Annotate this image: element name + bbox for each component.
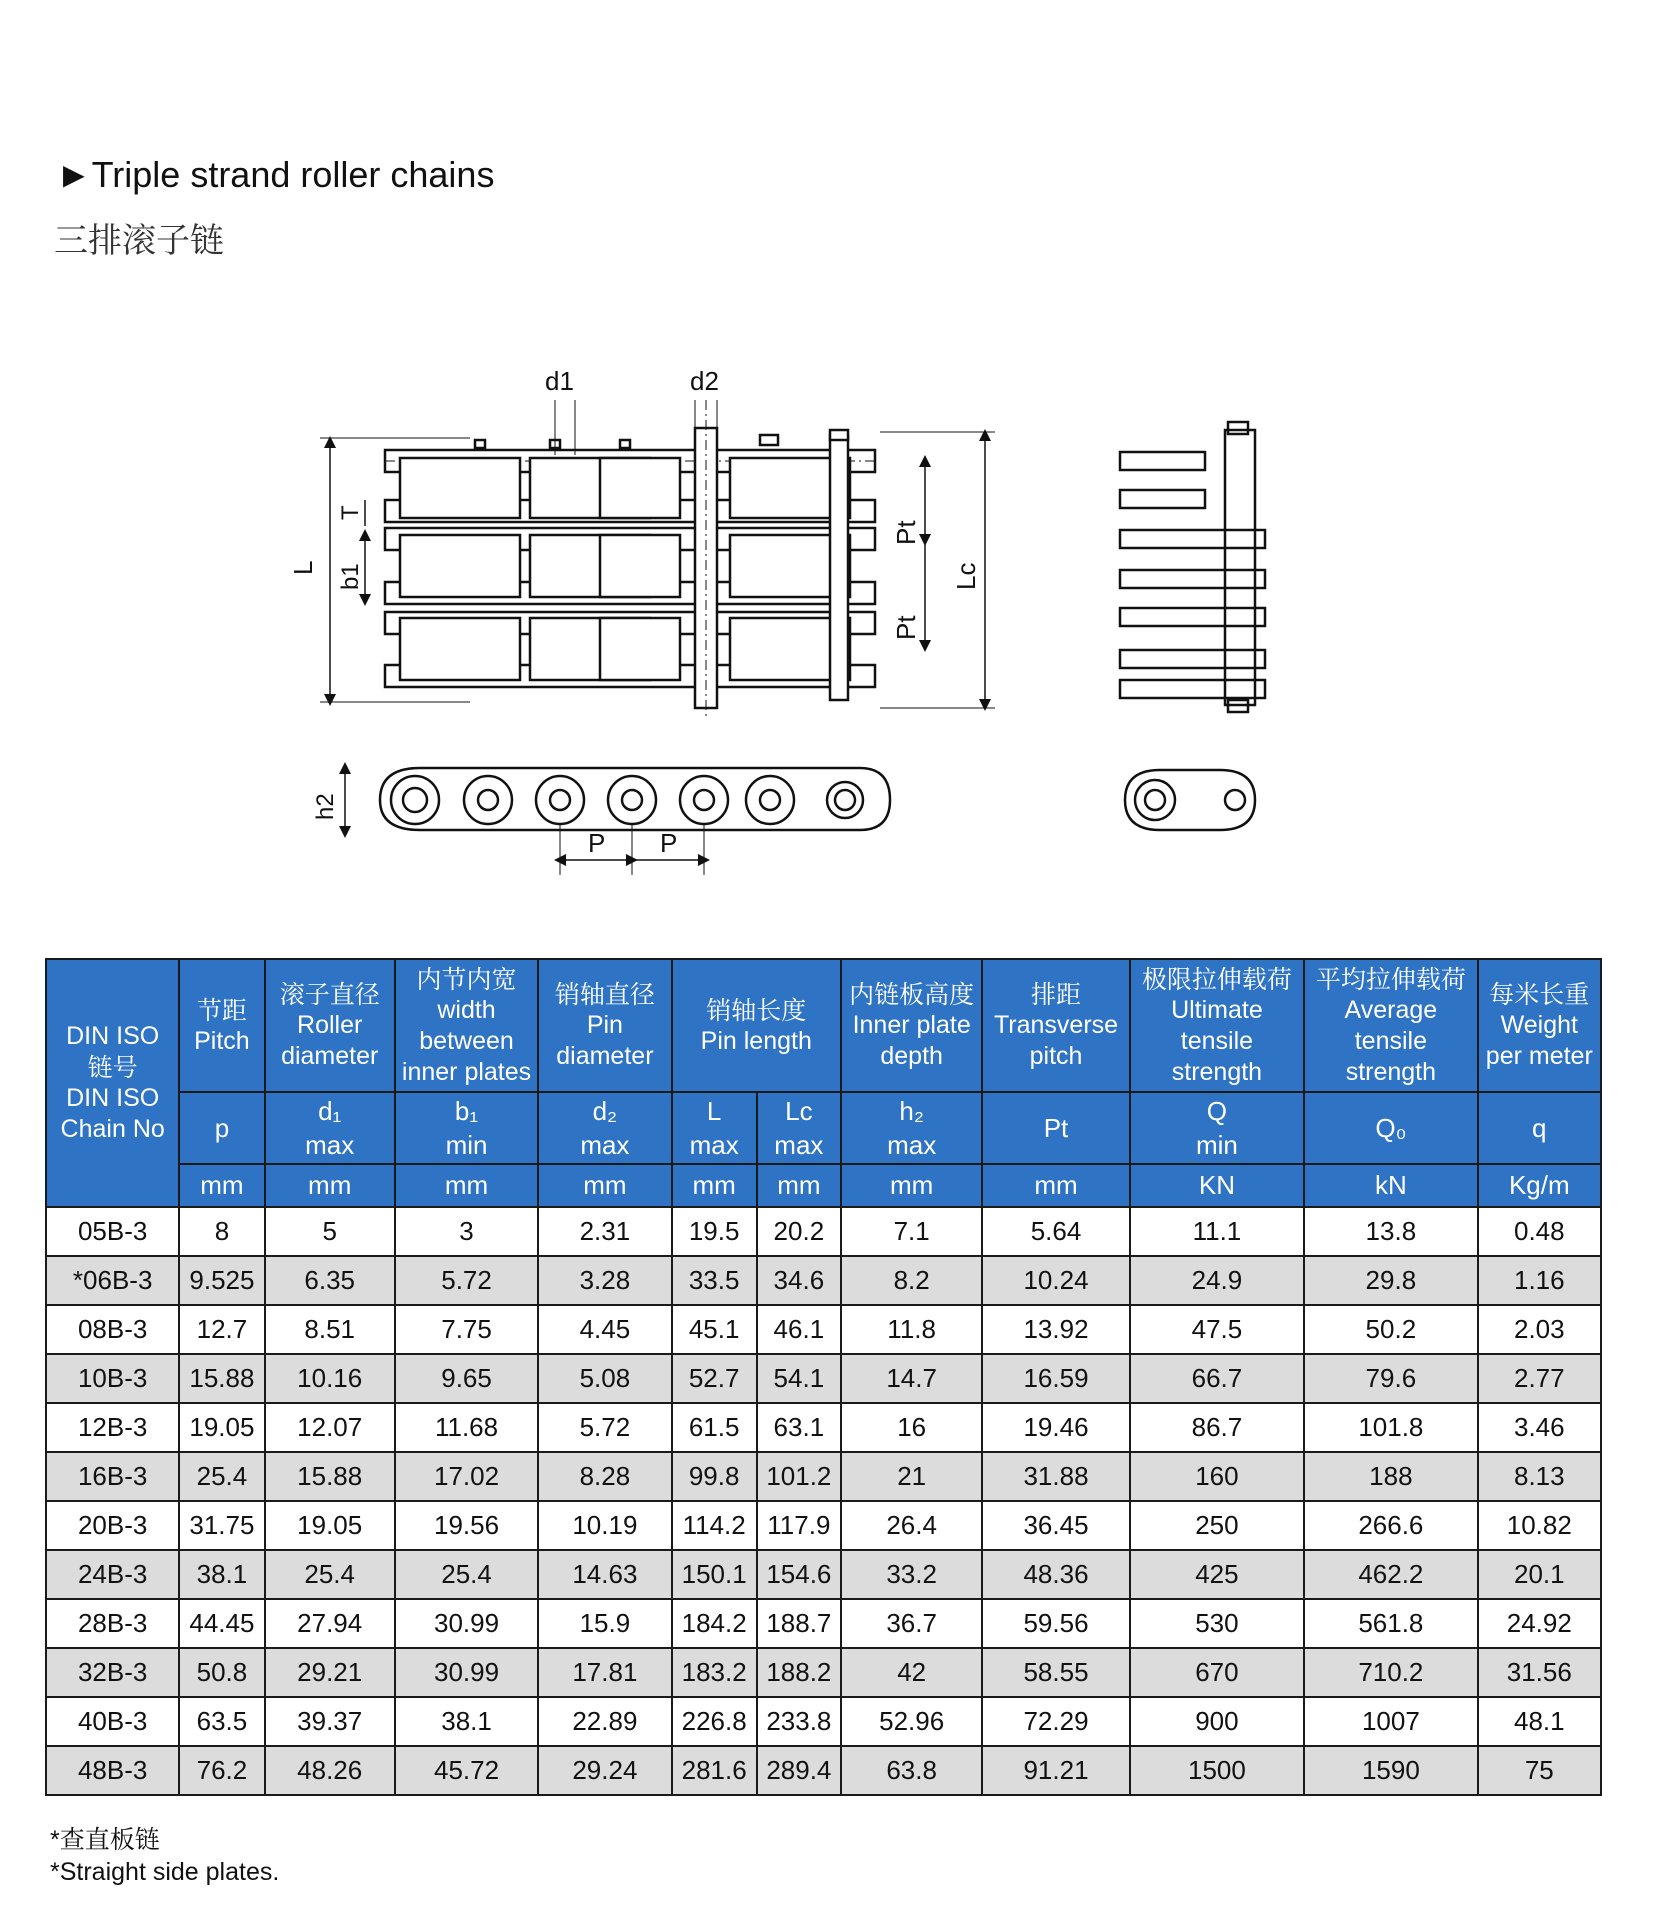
symbol-Lc: Lc max	[757, 1092, 841, 1164]
chain-no-cell: 20B-3	[46, 1501, 179, 1550]
table-cell: 266.6	[1304, 1501, 1477, 1550]
header-chain-no-line3: DIN ISO	[66, 1084, 160, 1112]
table-cell: 36.7	[841, 1599, 982, 1648]
table-row	[46, 1501, 1601, 1550]
table-cell: 63.8	[841, 1746, 982, 1795]
table-cell: 22.89	[538, 1697, 671, 1746]
table-row	[46, 1648, 1601, 1697]
label-P-2: P	[660, 828, 678, 858]
table-cell: 30.99	[395, 1599, 538, 1648]
label-L: L	[288, 560, 318, 575]
symbol-p: p	[179, 1092, 264, 1164]
table-cell: 19.56	[395, 1501, 538, 1550]
table-cell: 154.6	[757, 1550, 841, 1599]
end-view	[1120, 422, 1265, 712]
table-cell: 5.72	[395, 1256, 538, 1305]
table-cell: 36.45	[982, 1501, 1129, 1550]
chain-no-cell: 05B-3	[46, 1207, 179, 1256]
table-cell: 44.45	[179, 1599, 264, 1648]
symbol-d1: d₁ max	[265, 1092, 395, 1164]
table-cell: 8.2	[841, 1256, 982, 1305]
table-cell: 710.2	[1304, 1648, 1477, 1697]
label-P-1: P	[588, 828, 606, 858]
header-chain-no-line2: 链号	[87, 1053, 138, 1082]
table-cell: 10.19	[538, 1501, 671, 1550]
table-cell: 34.6	[757, 1256, 841, 1305]
table-cell: 3.28	[538, 1256, 671, 1305]
chain-no-cell: 12B-3	[46, 1403, 179, 1452]
table-cell: 29.21	[265, 1648, 395, 1697]
label-b1: b1	[337, 563, 364, 590]
table-cell: 27.94	[265, 1599, 395, 1648]
chain-no-cell: 16B-3	[46, 1452, 179, 1501]
label-Lc: Lc	[951, 562, 981, 590]
table-row	[46, 1599, 1601, 1648]
table-cell: 9.525	[179, 1256, 264, 1305]
table-cell: 47.5	[1130, 1305, 1304, 1354]
footnote-en: *Straight side plates.	[50, 1858, 280, 1886]
table-row	[46, 1697, 1601, 1746]
unit-b1: mm	[395, 1164, 538, 1207]
table-cell: 31.56	[1478, 1648, 1601, 1697]
table-cell: 29.24	[538, 1746, 671, 1795]
table-cell: 25.4	[265, 1550, 395, 1599]
table-cell: 4.45	[538, 1305, 671, 1354]
table-cell: 184.2	[672, 1599, 757, 1648]
table-cell: 39.37	[265, 1697, 395, 1746]
table-cell: 5.08	[538, 1354, 671, 1403]
table-cell: 24.9	[1130, 1256, 1304, 1305]
table-cell: 38.1	[395, 1697, 538, 1746]
chain-no-cell: 28B-3	[46, 1599, 179, 1648]
table-cell: 21	[841, 1452, 982, 1501]
table-cell: 670	[1130, 1648, 1304, 1697]
table-cell: 183.2	[672, 1648, 757, 1697]
symbol-Q: Q min	[1130, 1092, 1304, 1164]
table-cell: 13.92	[982, 1305, 1129, 1354]
table-cell: 58.55	[982, 1648, 1129, 1697]
table-cell: 31.75	[179, 1501, 264, 1550]
table-cell: 30.99	[395, 1648, 538, 1697]
table-cell: 48.1	[1478, 1697, 1601, 1746]
table-cell: 250	[1130, 1501, 1304, 1550]
header-inner-width: 内节内宽 width between inner plates	[395, 959, 538, 1092]
label-T: T	[337, 505, 364, 520]
strand-3	[385, 612, 875, 687]
table-cell: 19.05	[179, 1403, 264, 1452]
header-transverse-pitch: 排距 Transverse pitch	[982, 959, 1129, 1092]
end-side-view	[1125, 770, 1255, 830]
unit-Q: KN	[1130, 1164, 1304, 1207]
page-title: ►Triple strand roller chains	[56, 154, 495, 195]
table-row	[46, 1403, 1601, 1452]
spec-table	[45, 958, 1602, 1796]
table-cell: 2.31	[538, 1207, 671, 1256]
table-cell: 45.1	[672, 1305, 757, 1354]
table-cell: 76.2	[179, 1746, 264, 1795]
table-cell: 160	[1130, 1452, 1304, 1501]
table-cell: 226.8	[672, 1697, 757, 1746]
table-cell: 425	[1130, 1550, 1304, 1599]
table-cell: 50.2	[1304, 1305, 1477, 1354]
header-chain-no	[46, 959, 179, 1207]
table-cell: 33.5	[672, 1256, 757, 1305]
symbol-b1: b₁ min	[395, 1092, 538, 1164]
table-cell: 900	[1130, 1697, 1304, 1746]
table-cell: 150.1	[672, 1550, 757, 1599]
unit-Lc: mm	[757, 1164, 841, 1207]
strand-1	[385, 450, 875, 522]
table-cell: 63.1	[757, 1403, 841, 1452]
table-cell: 20.1	[1478, 1550, 1601, 1599]
header-roller-diameter: 滚子直径 Roller diameter	[265, 959, 395, 1092]
table-cell: 15.88	[265, 1452, 395, 1501]
table-cell: 17.81	[538, 1648, 671, 1697]
table-cell: 8.28	[538, 1452, 671, 1501]
chain-no-cell: 10B-3	[46, 1354, 179, 1403]
unit-Q0: kN	[1304, 1164, 1477, 1207]
table-cell: 101.2	[757, 1452, 841, 1501]
table-cell: 7.75	[395, 1305, 538, 1354]
table-cell: 462.2	[1304, 1550, 1477, 1599]
label-Pt-upper: Pt	[891, 520, 921, 545]
table-cell: 99.8	[672, 1452, 757, 1501]
header-chain-no-line4: Chain No	[60, 1115, 165, 1143]
table-cell: 11.68	[395, 1403, 538, 1452]
chain-no-cell: 08B-3	[46, 1305, 179, 1354]
label-d1: d1	[545, 366, 574, 396]
table-cell: 86.7	[1130, 1403, 1304, 1452]
symbol-h2: h₂ max	[841, 1092, 982, 1164]
table-row	[46, 1550, 1601, 1599]
header-inner-plate-depth: 内链板高度 Inner plate depth	[841, 959, 982, 1092]
table-cell: 59.56	[982, 1599, 1129, 1648]
table-cell: 10.16	[265, 1354, 395, 1403]
table-cell: 2.03	[1478, 1305, 1601, 1354]
table-row	[46, 1305, 1601, 1354]
table-row	[46, 1207, 1601, 1256]
table-cell: 72.29	[982, 1697, 1129, 1746]
page-subtitle-cn: 三排滚子链	[54, 221, 224, 261]
table-cell: 16	[841, 1403, 982, 1452]
chain-technical-drawing	[0, 360, 1653, 900]
table-cell: 0.48	[1478, 1207, 1601, 1256]
table-cell: 9.65	[395, 1354, 538, 1403]
table-cell: 19.05	[265, 1501, 395, 1550]
table-cell: 5.64	[982, 1207, 1129, 1256]
table-cell: 281.6	[672, 1746, 757, 1795]
unit-d2: mm	[538, 1164, 671, 1207]
table-cell: 19.46	[982, 1403, 1129, 1452]
table-cell: 530	[1130, 1599, 1304, 1648]
table-cell: 75	[1478, 1746, 1601, 1795]
symbol-q: q	[1478, 1092, 1601, 1164]
table-cell: 5.72	[538, 1403, 671, 1452]
table-cell: 188.7	[757, 1599, 841, 1648]
unit-p: mm	[179, 1164, 264, 1207]
table-row	[46, 1452, 1601, 1501]
unit-d1: mm	[265, 1164, 395, 1207]
header-average-tensile: 平均拉伸载荷 Average tensile strength	[1304, 959, 1477, 1092]
table-cell: 188	[1304, 1452, 1477, 1501]
table-cell: 12.07	[265, 1403, 395, 1452]
label-Pt-lower: Pt	[891, 615, 921, 640]
table-cell: 46.1	[757, 1305, 841, 1354]
chain-no-cell: 40B-3	[46, 1697, 179, 1746]
chain-no-cell: *06B-3	[46, 1256, 179, 1305]
table-cell: 63.5	[179, 1697, 264, 1746]
table-cell: 6.35	[265, 1256, 395, 1305]
table-cell: 101.8	[1304, 1403, 1477, 1452]
label-h2: h2	[312, 793, 339, 820]
table-cell: 1590	[1304, 1746, 1477, 1795]
table-cell: 5	[265, 1207, 395, 1256]
unit-q: Kg/m	[1478, 1164, 1601, 1207]
symbol-L: L max	[672, 1092, 757, 1164]
table-cell: 29.8	[1304, 1256, 1477, 1305]
table-cell: 8.13	[1478, 1452, 1601, 1501]
table-cell: 24.92	[1478, 1599, 1601, 1648]
table-cell: 13.8	[1304, 1207, 1477, 1256]
table-cell: 1.16	[1478, 1256, 1601, 1305]
table-cell: 14.63	[538, 1550, 671, 1599]
unit-L: mm	[672, 1164, 757, 1207]
table-cell: 17.02	[395, 1452, 538, 1501]
table-cell: 8.51	[265, 1305, 395, 1354]
table-cell: 79.6	[1304, 1354, 1477, 1403]
chain-no-cell: 32B-3	[46, 1648, 179, 1697]
unit-Pt: mm	[982, 1164, 1129, 1207]
symbol-d2: d₂ max	[538, 1092, 671, 1164]
table-cell: 25.4	[395, 1550, 538, 1599]
table-cell: 66.7	[1130, 1354, 1304, 1403]
table-cell: 48.36	[982, 1550, 1129, 1599]
unit-h2: mm	[841, 1164, 982, 1207]
table-cell: 12.7	[179, 1305, 264, 1354]
table-cell: 52.96	[841, 1697, 982, 1746]
header-pitch: 节距 Pitch	[179, 959, 264, 1092]
table-cell: 188.2	[757, 1648, 841, 1697]
table-row	[46, 1256, 1601, 1305]
table-cell: 15.88	[179, 1354, 264, 1403]
header-pin-length: 销轴长度 Pin length	[672, 959, 841, 1092]
table-cell: 48.26	[265, 1746, 395, 1795]
table-cell: 19.5	[672, 1207, 757, 1256]
table-cell: 54.1	[757, 1354, 841, 1403]
table-cell: 11.8	[841, 1305, 982, 1354]
symbol-Q0: Q₀	[1304, 1092, 1477, 1164]
table-cell: 11.1	[1130, 1207, 1304, 1256]
table-cell: 52.7	[672, 1354, 757, 1403]
table-cell: 16.59	[982, 1354, 1129, 1403]
header-chain-no-line1: DIN ISO	[66, 1022, 160, 1050]
table-cell: 233.8	[757, 1697, 841, 1746]
strand-2	[385, 528, 875, 604]
side-view	[380, 768, 890, 830]
header-weight: 每米长重 Weight per meter	[1478, 959, 1601, 1092]
top-view	[385, 400, 875, 720]
table-cell: 1007	[1304, 1697, 1477, 1746]
table-cell: 117.9	[757, 1501, 841, 1550]
table-cell: 91.21	[982, 1746, 1129, 1795]
table-cell: 33.2	[841, 1550, 982, 1599]
table-cell: 7.1	[841, 1207, 982, 1256]
table-cell: 20.2	[757, 1207, 841, 1256]
symbol-Pt: Pt	[982, 1092, 1129, 1164]
table-cell: 26.4	[841, 1501, 982, 1550]
chain-no-cell: 24B-3	[46, 1550, 179, 1599]
table-cell: 31.88	[982, 1452, 1129, 1501]
table-cell: 14.7	[841, 1354, 982, 1403]
header-ultimate-tensile: 极限拉伸载荷 Ultimate tensile strength	[1130, 959, 1304, 1092]
table-row	[46, 1746, 1601, 1795]
chain-no-cell: 48B-3	[46, 1746, 179, 1795]
table-cell: 61.5	[672, 1403, 757, 1452]
table-cell: 1500	[1130, 1746, 1304, 1795]
table-row	[46, 1354, 1601, 1403]
table-cell: 114.2	[672, 1501, 757, 1550]
table-cell: 2.77	[1478, 1354, 1601, 1403]
table-cell: 38.1	[179, 1550, 264, 1599]
table-cell: 10.82	[1478, 1501, 1601, 1550]
table-cell: 561.8	[1304, 1599, 1477, 1648]
table-cell: 10.24	[982, 1256, 1129, 1305]
table-cell: 3.46	[1478, 1403, 1601, 1452]
footnote-cn: *查直板链	[50, 1826, 160, 1854]
label-d2: d2	[690, 366, 719, 396]
header-pin-diameter: 销轴直径 Pin diameter	[538, 959, 671, 1092]
table-cell: 25.4	[179, 1452, 264, 1501]
table-cell: 42	[841, 1648, 982, 1697]
table-cell: 45.72	[395, 1746, 538, 1795]
table-cell: 289.4	[757, 1746, 841, 1795]
table-cell: 8	[179, 1207, 264, 1256]
table-cell: 50.8	[179, 1648, 264, 1697]
table-cell: 15.9	[538, 1599, 671, 1648]
table-cell: 3	[395, 1207, 538, 1256]
